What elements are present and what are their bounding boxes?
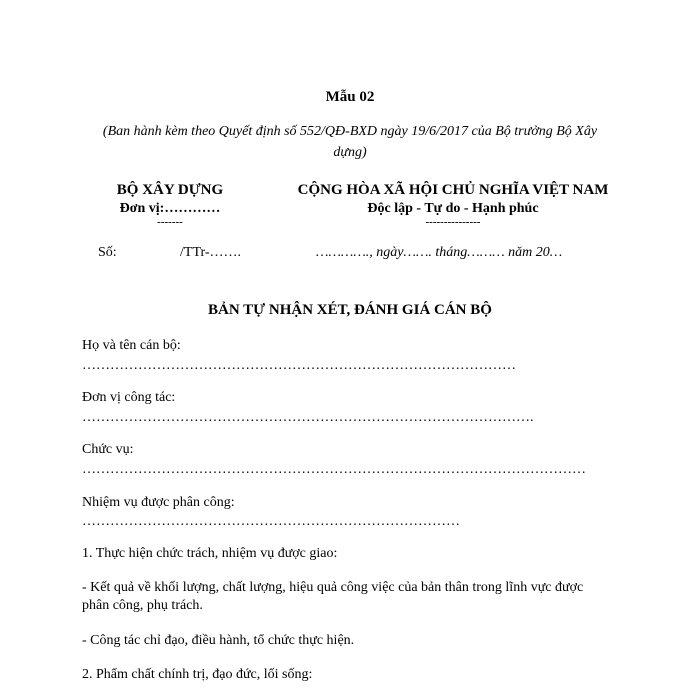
field-label-work-unit: Đơn vị công tác: bbox=[82, 390, 176, 405]
left-header-rule: ------- bbox=[157, 216, 183, 228]
ministry-name: BỘ XÂY DỰNG bbox=[116, 182, 224, 198]
national-slogan: Độc lập - Tự do - Hạnh phúc bbox=[367, 201, 539, 216]
field-label-assigned-duties: Nhiệm vụ được phân công: bbox=[82, 495, 235, 510]
form-code: Mẫu 02 bbox=[325, 89, 375, 105]
date-line: …………., ngày……. tháng……… năm 20… bbox=[316, 245, 563, 260]
field-dots-assigned-duties: ……………………………………………………………………… bbox=[82, 514, 460, 529]
field-label-position: Chức vụ: bbox=[82, 442, 134, 457]
field-dots-position: ……………………………………………………………………………………………… bbox=[82, 462, 586, 477]
unit-line: Đơn vị:………… bbox=[119, 201, 221, 216]
right-header-rule: --------------- bbox=[425, 216, 481, 228]
section-1-title: 1. Thực hiện chức trách, nhiệm vụ được giao: bbox=[82, 546, 338, 561]
document-title: BẢN TỰ NHẬN XÉT, ĐÁNH GIÁ CÁN BỘ bbox=[208, 302, 492, 318]
field-dots-work-unit: ……………………………………………………………………………………. bbox=[82, 410, 534, 425]
section-1-item-1-line2: phân công, phụ trách. bbox=[82, 598, 203, 613]
field-label-full-name: Họ và tên cán bộ: bbox=[82, 338, 181, 353]
section-2-title: 2. Phẩm chất chính trị, đạo đức, lối sống: bbox=[82, 667, 313, 682]
number-label: Số: bbox=[98, 245, 117, 260]
field-dots-full-name: ………………………………………………………………………………… bbox=[82, 358, 516, 373]
national-motto: CỘNG HÒA XÃ HỘI CHỦ NGHĨA VIỆT NAM bbox=[297, 182, 609, 198]
issuance-note-line1: (Ban hành kèm theo Quyết định số 552/QĐ-BXD ngày 19/6/2017 của Bộ trưởng Bộ Xây bbox=[102, 124, 598, 139]
section-1-item-1-line1: - Kết quả về khối lượng, chất lượng, hiệu quả công việc của bản thân trong lĩnh vực được bbox=[82, 580, 584, 595]
number-value: /TTr-……. bbox=[180, 245, 242, 260]
section-1-item-2: - Công tác chỉ đạo, điều hành, tổ chức thực hiện. bbox=[82, 633, 355, 648]
issuance-note-line2: dựng) bbox=[333, 145, 367, 160]
